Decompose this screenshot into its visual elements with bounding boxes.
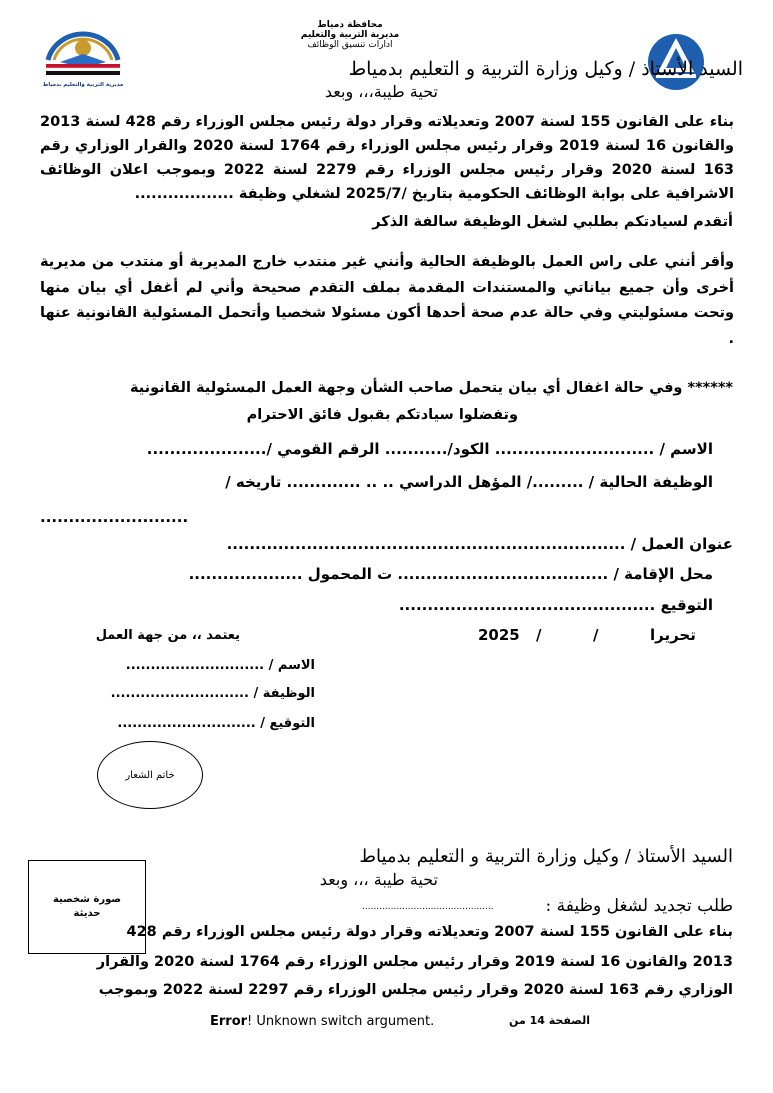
application-statement: أتقدم لسيادتكم بطلبي لشغل الوظيفة سالفة الذكر: [372, 214, 733, 230]
written-sep-2: /: [536, 626, 542, 644]
endorsement-heading: يعتمد ،، من جهة العمل: [95, 628, 240, 643]
header-department: ادارات تنسيق الوظائف: [307, 40, 393, 50]
addressee-2: السيد الأستاذ / وكيل وزارة التربية و التعليم بدمياط: [359, 846, 733, 867]
form2-line-3: الوزاري رقم 163 لسنة 2020 وقرار رئيس مجلس الوزراء رقم 2297 لسنة 2022 وبموجب: [98, 982, 733, 998]
endorser-job: الوظيفة / ............................: [110, 686, 315, 701]
renewal-request: طلب تجديد لشغل وظيفة :: [545, 896, 733, 916]
work-address: عنوان العمل / ......................................................................: [226, 535, 733, 553]
applicant-signature: التوقيع .............................................: [398, 596, 713, 614]
closing-line: وتفضلوا سيادتكم بقبول فائق الاحترام: [246, 407, 518, 423]
written-year: 2025: [478, 626, 520, 644]
photo-label-1: صورة شخصية: [52, 894, 122, 905]
footer-page-label: الصفحة 14 من: [509, 1014, 590, 1027]
header-directorate: مديرية التربية والتعليم: [300, 30, 400, 40]
written-label: تحريرا: [650, 626, 696, 644]
endorser-name: الاسم / ............................: [125, 658, 315, 673]
footer-error-text: ! Unknown switch argument.: [247, 1014, 435, 1029]
directorate-logo: [40, 18, 126, 88]
current-job-qualification: الوظيفة الحالية / ........./ المؤهل الدراسي .. .. ............. تاريخه /: [225, 473, 713, 491]
greeting-1: تحية طيبة،،، وبعد: [324, 82, 438, 101]
header-governorate: محافظة دمياط: [317, 20, 383, 30]
addressee-1: السيد الأستاذ / وكيل وزارة التربية و التعليم بدمياط: [348, 58, 743, 80]
name-code-national-id: الاسم / ............................ الكود/........... الرقم القومي /.....................: [146, 440, 713, 458]
form2-line-2: 2013 والقانون 16 لسنة 2019 وقرار رئيس مجلس الوزراء رقم 1764 لسنة 2020 والقرار: [96, 954, 733, 970]
renewal-dots: ..............................................: [362, 902, 494, 912]
written-sep-1: /: [593, 626, 599, 644]
photo-label-2: حديثة: [73, 908, 101, 919]
omission-note: ****** وفي حالة اغفال أي بيان يتحمل صاحب الشأن وجهة العمل المسئولية القانونية: [129, 380, 733, 396]
greeting-2: تحية طيبة ،،، وبعد: [319, 870, 438, 889]
footer: [210, 1014, 590, 1029]
residence-mobile: محل الإقامة / ..................................... ت المحمول ....................: [188, 565, 713, 583]
job-line-continuation: ..........................: [40, 508, 189, 526]
form2-line-1: بناء على القانون 155 لسنة 2007 وتعديلاته وقرار دولة رئيس مجلس الوزراء رقم 428: [126, 924, 733, 940]
intro-paragraph: بناء على القانون 155 لسنة 2007 وتعديلاته وقرار دولة رئيس مجلس الوزراء رقم 428 لسنة 2013 والقانون 16 لسنة 2019 وقرار رئيس مجلس الوزراء رقم 1764 لسنة 2020 والقرار الوزاري رقم 163 لسنة 2020 وقرار رئيس مجلس الوزراء رقم 2279 لسنة 2022 وبموجب اعلان الوظائف الاشرافية على بوابة الوظائف الحكومية بتاريخ /2025/7 لشغلي وظيفة ..................: [40, 114, 735, 202]
declaration-paragraph: وأقر أنني على راس العمل بالوظيفة الحالية وأنني غير منتدب خارج المديرية أو منتدب من مديرية أخرى وأن جميع بياناتي والمستندات المقدمة بملف التقدم صحيحة وأني لم أغفل أي بيان منها وتحت مسئوليتي وفي حالة عدم صحة أحدها أكون مسئولا شخصيا وأتحمل المسئولية القانونية عنها .: [40, 254, 734, 347]
endorser-signature: التوقيع / ............................: [117, 716, 315, 731]
header-block: [250, 20, 450, 50]
footer-error-bold: Error: [210, 1014, 248, 1029]
seal-circle: [97, 741, 203, 809]
seal-label: خاتم الشعار: [125, 769, 175, 781]
logo-caption: مديرية التربية والتعليم بدمياط: [42, 82, 124, 88]
